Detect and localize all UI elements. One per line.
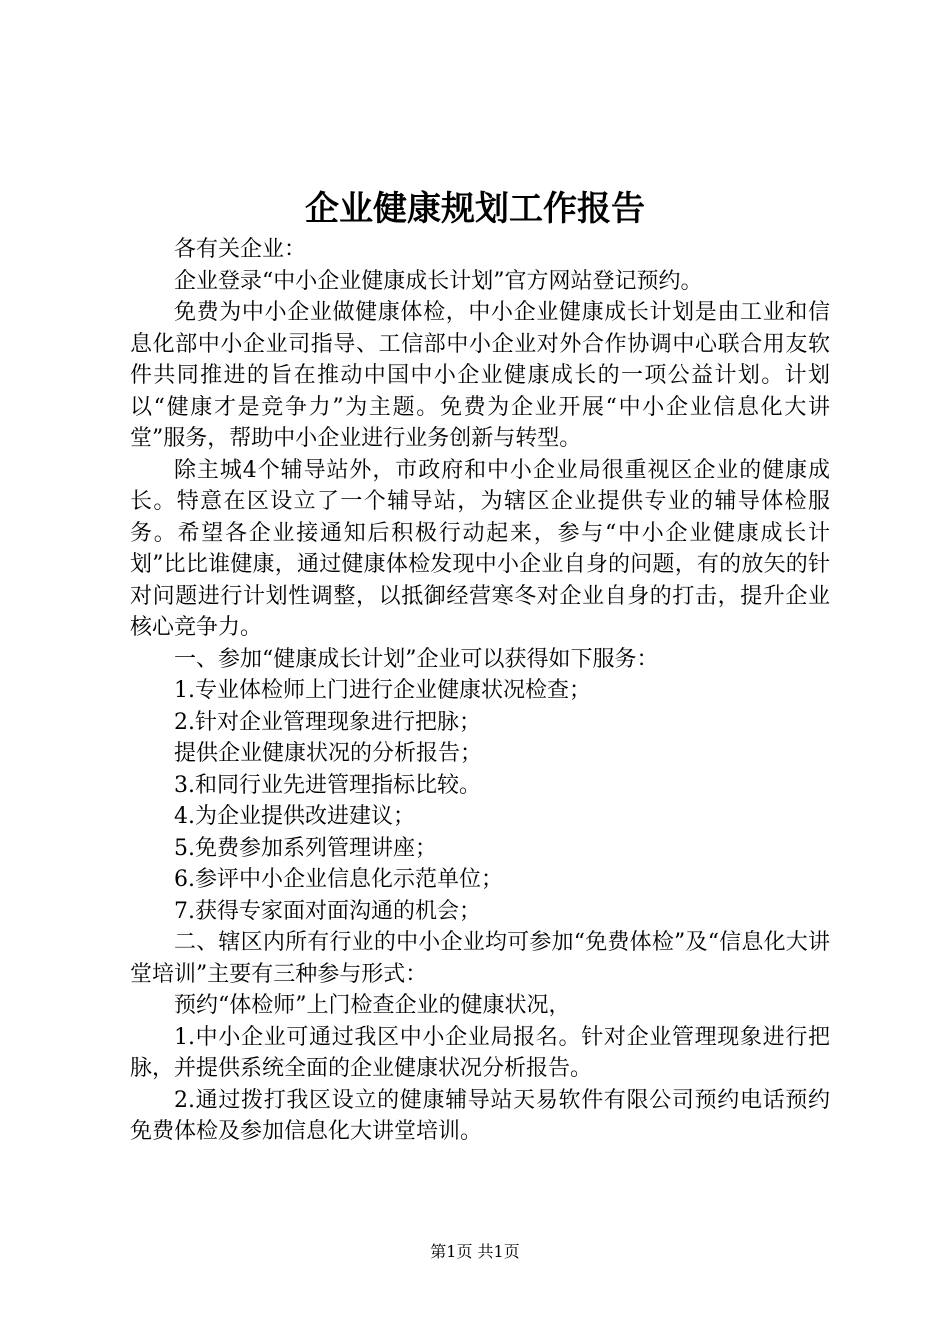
document-body <box>130 234 830 1148</box>
section-heading: 一、参加“健康成长计划”企业可以获得如下服务： <box>174 646 659 672</box>
page-footer: 第1页 共1页 <box>430 1242 520 1261</box>
list-item: 提供企业健康状况的分析报告； <box>174 741 483 766</box>
body-paragraph: 除主城4个辅导站外，市政府和中小企业局很重视区企业的健康成长。特意在区设立了一个辅导站，为辖区企业提供专业的辅导体检服务。希望各企业接通知后积极行动起来，参与“中小企业健康成长计划”比比谁健康，通过健康体检发现中小企业自身的问题，有的放矢的针对问题进行计划性调整，以抵御经营寒冬对企业自身的打击，提升企业核心竞争力。 <box>130 457 830 640</box>
list-item: 3.和同行业先进管理指标比较。 <box>174 772 481 798</box>
document-title: 企业健康规划工作报告 <box>305 189 645 229</box>
list-item: 5.免费参加系列管理讲座； <box>174 835 437 861</box>
list-item: 7.获得专家面对面沟通的机会； <box>174 898 481 924</box>
body-paragraph: 企业登录“中小企业健康成长计划”官方网站登记预约。 <box>174 268 703 294</box>
list-item: 6.参评中小企业信息化示范单位； <box>174 867 503 892</box>
body-paragraph: 预约“体检师”上门检查企业的健康状况， <box>174 993 571 1018</box>
section-heading: 二、辖区内所有行业的中小企业均可参加“免费体检”及“信息化大讲堂培训”主要有三种参与形式： <box>130 930 830 987</box>
list-item: 4.为企业提供改进建议； <box>174 804 415 829</box>
list-item: 1.专业体检师上门进行企业健康状况检查； <box>174 678 591 703</box>
body-paragraph: 免费为中小企业做健康体检，中小企业健康成长计划是由工业和信息化部中小企业司指导、工信部中小企业对外合作协调中心联合用友软件共同推进的旨在推动中国中小企业健康成长的一项公益计划。计划以“健康才是竞争力”为主题。免费为企业开展“中小企业信息化大讲堂”服务，帮助中小企业进行业务创新与转型。 <box>130 300 830 451</box>
salutation: 各有关企业： <box>174 237 307 262</box>
list-item: 2.通过拨打我区设立的健康辅导站天易软件有限公司预约电话预约免费体检及参加信息化大讲堂培训。 <box>130 1087 830 1144</box>
list-item: 1.中小企业可通过我区中小企业局报名。针对企业管理现象进行把脉，并提供系统全面的企业健康状况分析报告。 <box>130 1024 830 1081</box>
list-item: 2.针对企业管理现象进行把脉； <box>174 709 481 735</box>
